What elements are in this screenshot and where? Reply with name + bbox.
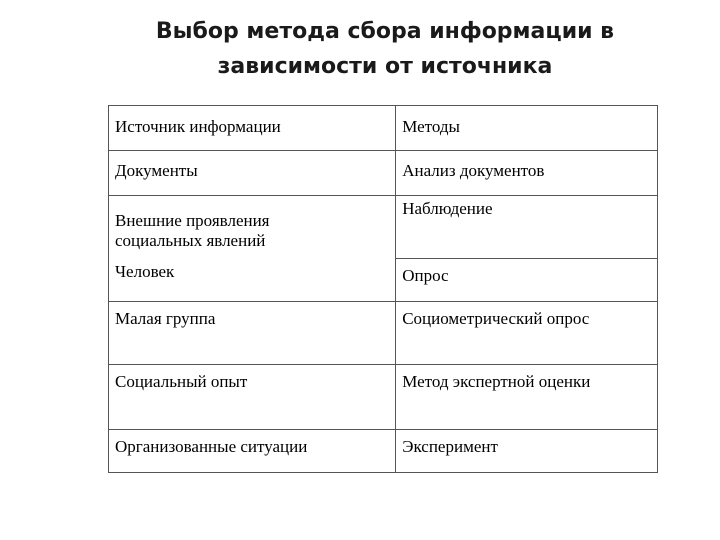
source-text-line1: Внешние проявления	[115, 211, 270, 230]
method-text: Социометрический опрос	[402, 309, 590, 328]
method-text: Анализ документов	[402, 161, 545, 180]
table-row	[109, 430, 658, 473]
table-cell-source	[109, 302, 396, 365]
table-cell-method	[396, 259, 658, 302]
table-cell-method	[396, 365, 658, 430]
source-text: Человек	[115, 261, 175, 281]
header-cell-source	[109, 106, 396, 151]
table-row	[109, 365, 658, 430]
table-row	[109, 151, 658, 196]
method-text: Метод экспертной оценки	[402, 372, 591, 391]
table-cell-method	[396, 196, 658, 259]
method-text: Эксперимент	[402, 437, 498, 456]
header-method-label: Методы	[402, 117, 460, 136]
table-cell-method	[396, 302, 658, 365]
table-cell-source	[109, 365, 396, 430]
table-cell-method	[396, 151, 658, 196]
header-cell-method	[396, 106, 658, 151]
slide-title	[0, 14, 720, 84]
source-text-line2: социальных явлений	[115, 231, 266, 250]
table-cell-source	[109, 151, 396, 196]
table-header-row	[109, 106, 658, 151]
source-text: Организованные ситуации	[115, 437, 308, 456]
source-text: Социальный опыт	[115, 372, 248, 391]
method-text: Наблюдение	[402, 199, 493, 218]
slide-title-line2: зависимости от источника	[217, 54, 553, 79]
table-row	[109, 259, 658, 302]
table-cell-source	[109, 259, 396, 302]
method-text: Опрос	[402, 266, 449, 285]
table-row	[109, 302, 658, 365]
source-text: Документы	[115, 161, 198, 180]
header-source-label: Источник информации	[115, 117, 281, 136]
slide-title-line1: Выбор метода сбора информации в	[155, 19, 615, 44]
table-cell-source	[109, 196, 396, 259]
source-text: Малая группа	[115, 309, 216, 328]
table-cell-method	[396, 430, 658, 473]
table-row	[109, 196, 658, 259]
methods-table	[108, 105, 658, 473]
table-cell-source	[109, 430, 396, 473]
